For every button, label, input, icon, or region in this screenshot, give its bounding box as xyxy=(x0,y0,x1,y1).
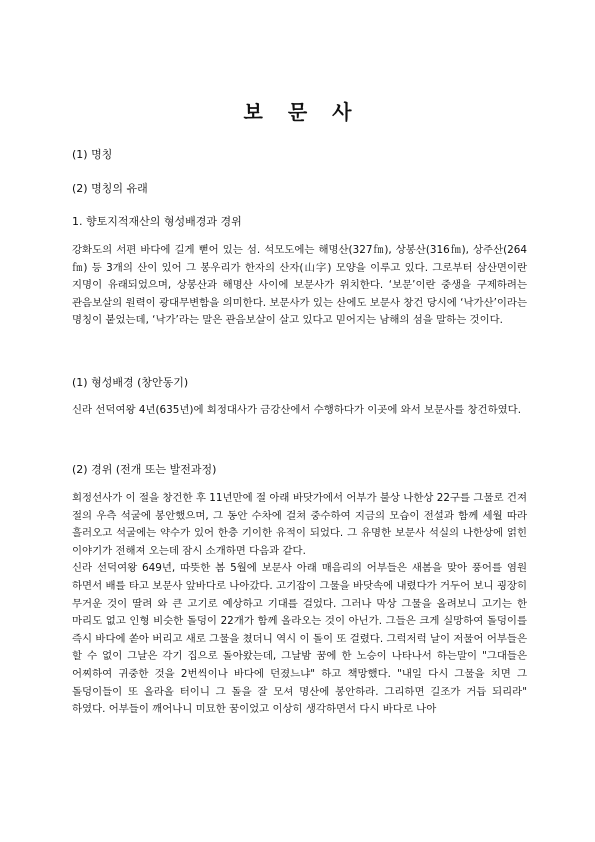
paragraph-founding: 신라 선덕여왕 4년(635년)에 회정대사가 금강산에서 수행하다가 이곳에 와서 보문사를 창건하였다. xyxy=(72,404,521,416)
heading-history: (2) 경위 (전개 또는 발전과정) xyxy=(72,463,217,476)
heading-name: (1) 명칭 xyxy=(72,148,113,161)
heading-background: (1) 형성배경 (창안동기) xyxy=(72,376,189,389)
paragraph-history: 회정선사가 이 절을 창건한 후 11년만에 절 아래 바닷가에서 어부가 불상 나한상 22구를 그물로 건져 절의 우측 석굴에 봉안했으며, 그 동안 수차에 걸쳐 중수하여 지금의 모습이 전설과 함께 세월 따라 흘러오고 석굴에는 약수가 있어 한층 기이한 유적이 되었다. 그 유명한 보문사 석실의 나한상에 얽힌 이야기가 전해져 오는데 잠시 소개하면 다음과 같다. 신라 선덕여왕 649년, 따뜻한 봄 5월에 보문사 아래 매음리의 어부들은 새봄을 맞아 풍어를 염원 하면서 배를 타고 보문사 앞바다로 나아갔다. 고기잡이 그물을 바닷속에 내렸다가 거두어 보니 굉장히 무거운 것이 딸려 와 큰 고기로 예상하고 기대를 걸었다. 그러나 막상 그물을 올려보니 고기는 한 마리도 없고 인형 비슷한 돌덩이 22개가 함께 올라오는 것이 아닌가. 그들은 크게 실망하여 돌덩이를 즉시 바다에 쏟아 버리고 새로 그물을 쳤더니 역시 이 돌이 또 걸렸다. 그럭저럭 날이 저물어 어부들은 할 수 없이 그날은 각기 집으로 돌아왔는데, 그날밤 꿈에 한 노승이 나타나서 하는말이 "그대들은 어찌하여 귀중한 것을 2번씩이나 바다에 던졌느냐" 하고 책망했다. "내일 다시 그물을 치면 그 돌덩이들이 또 올라올 터이니 그 돌을 잘 모셔 명산에 봉안하라. 그리하면 길조가 거듭 되리라" 하였다. 어부들이 깨어나니 미묘한 꿈이었고 이상히 생각하면서 다시 바다로 나아 xyxy=(72,492,527,716)
page-title: 보 문 사 xyxy=(243,100,361,124)
heading-origin: (2) 명칭의 유래 xyxy=(72,182,148,195)
paragraph-overview: 강화도의 서편 바다에 길게 뻗어 있는 섬. 석모도에는 해명산(327㎙), 상봉산(316㎙), 상주산(264㎙) 등 3개의 산이 있어 그 봉우리가 한자의 산자(山字) 모양을 이루고 있다. 그로부터 삼산면이란 지명이 유래되었으며, 상봉산과 해명산 사이에 보문사가 위치한다. ‘보문’이란 중생을 구제하려는 관음보살의 원력이 광대무변함을 의미한다. 보문사가 있는 산에도 보문사 창건 당시에 ‘낙가산’이라는 명칭이 붙었는데, ‘낙가’라는 말은 관음보살이 살고 있다고 믿어지는 남해의 섬을 말하는 것이다. xyxy=(72,244,527,327)
heading-section1: 1. 향토지적재산의 형성배경과 경위 xyxy=(72,215,242,228)
